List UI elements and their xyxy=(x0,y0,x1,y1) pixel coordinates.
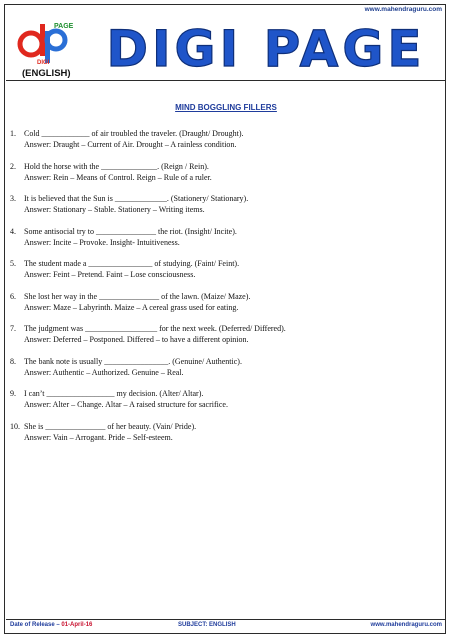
question-text: The student made a ________________ of studying. (Faint/ Feint). xyxy=(24,259,240,268)
question-number: 5. xyxy=(10,259,16,268)
question-text: I can’t _________________ my decision. (Alter/ Altar). xyxy=(24,389,204,398)
footer-subject: SUBJECT: ENGLISH xyxy=(178,622,236,628)
question-text: Some antisocial try to _______________ the riot. (Insight/ Incite). xyxy=(24,226,237,236)
header-divider xyxy=(6,80,446,81)
question-number: 3. xyxy=(10,194,16,203)
release-label: Date of Release – xyxy=(10,622,62,628)
digi-page-banner xyxy=(96,22,436,74)
footer-divider xyxy=(6,619,446,620)
footer xyxy=(10,622,442,632)
release-date: 01-April-16 xyxy=(61,622,93,628)
answer-text: Answer: Draught – Current of Air. Drought – A rainless condition. xyxy=(24,140,237,149)
question-item xyxy=(10,388,430,410)
question-list xyxy=(10,128,430,453)
question-text: It is believed that the Sun is _____________. (Stationery/ Stationary). xyxy=(24,194,249,203)
release-info xyxy=(10,622,92,628)
question-number: 4. xyxy=(10,226,16,236)
question-number: 7. xyxy=(10,324,16,333)
question-text: She is _______________ of her beauty. (Vain/ Pride). xyxy=(24,421,197,431)
question-item xyxy=(10,193,430,215)
question-item xyxy=(10,421,430,443)
question-text: Cold ____________ of air troubled the traveler. (Draught/ Drought). xyxy=(24,129,244,138)
question-number: 1. xyxy=(10,129,16,138)
digi-page-logo xyxy=(14,14,84,66)
answer-text: Answer: Stationary – Stable. Stationery – Writing items. xyxy=(24,205,205,214)
question-number: 6. xyxy=(10,291,16,301)
answer-text: Answer: Feint – Pretend. Faint – Lose consciousness. xyxy=(24,270,196,279)
question-item xyxy=(10,291,430,313)
question-item xyxy=(10,258,430,280)
question-text: Hold the horse with the ______________. (Reign / Rein). xyxy=(24,161,209,171)
logo-text-digi: DIGI xyxy=(37,60,50,66)
question-number: 9. xyxy=(10,389,16,398)
banner-text: DIGI PAGE xyxy=(106,22,426,74)
question-text: She lost her way in the _______________ of the lawn. (Maize/ Maze). xyxy=(24,291,251,301)
answer-text: Answer: Alter – Change. Altar – A raised structure for sacrifice. xyxy=(24,400,228,409)
question-item xyxy=(10,226,430,248)
question-item xyxy=(10,128,430,150)
question-item xyxy=(10,161,430,183)
answer-text: Answer: Vain – Arrogant. Pride – Self-esteem. xyxy=(24,432,173,442)
section-heading: MIND BOGGLING FILLERS xyxy=(175,103,277,112)
answer-text: Answer: Rein – Means of Control. Reign – Rule of a ruler. xyxy=(24,172,212,182)
question-item xyxy=(10,323,430,345)
question-text: The judgment was __________________ for the next week. (Deferred/ Differed). xyxy=(24,324,286,333)
question-number: 8. xyxy=(10,356,16,366)
website-top[interactable]: www.mahendraguru.com xyxy=(364,6,442,13)
answer-text: Answer: Authentic – Authorized. Genuine – Real. xyxy=(24,367,184,377)
question-text: The bank note is usually ________________. (Genuine/ Authentic). xyxy=(24,356,242,366)
question-item xyxy=(10,356,430,378)
question-number: 2. xyxy=(10,161,16,171)
footer-website[interactable]: www.mahendraguru.com xyxy=(370,622,442,628)
logo-text-page: PAGE xyxy=(54,23,74,30)
answer-text: Answer: Maze – Labyrinth. Maize – A cereal grass used for eating. xyxy=(24,302,239,312)
answer-text: Answer: Incite – Provoke. Insight- Intuitiveness. xyxy=(24,237,180,247)
subject-title: (ENGLISH) xyxy=(22,68,71,79)
question-number: 10. xyxy=(10,421,20,431)
answer-text: Answer: Deferred – Postponed. Differed – to have a different opinion. xyxy=(24,335,249,344)
